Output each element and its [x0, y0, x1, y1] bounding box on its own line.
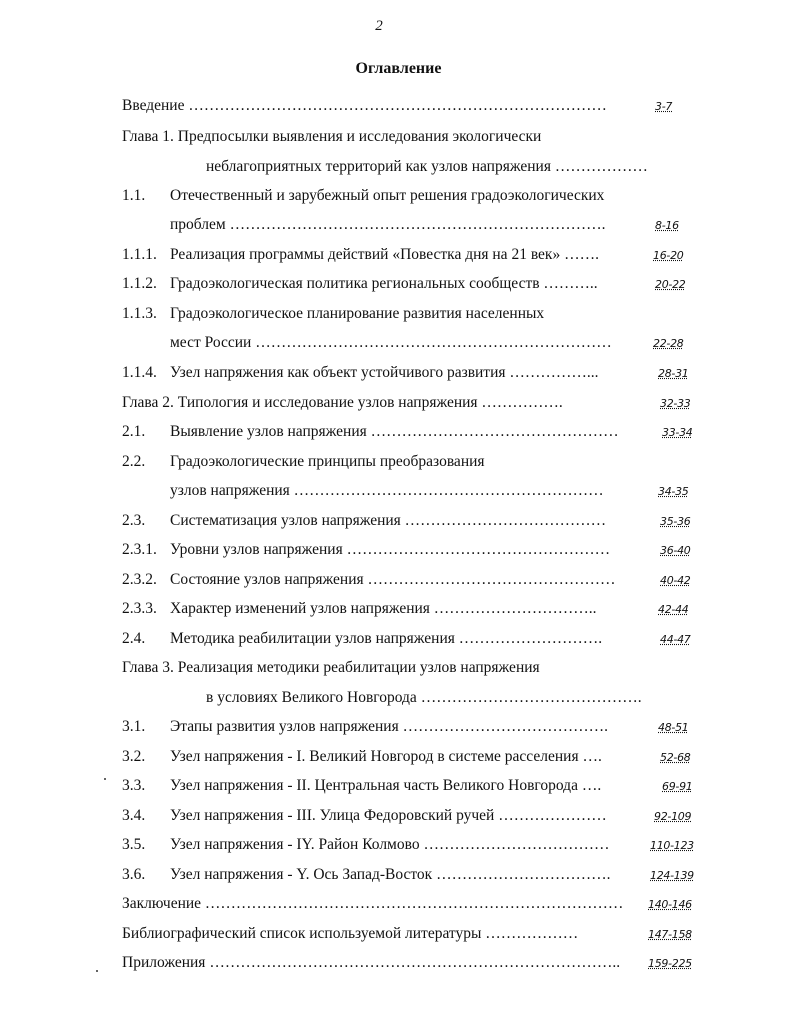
toc-entry-page: 16-20: [653, 249, 684, 262]
toc-entry-page: 52-68: [660, 751, 691, 764]
toc-entry: [0, 746, 797, 768]
toc-entry-page: 147-158: [648, 928, 692, 941]
toc-entry-number: 2.3.3.: [122, 600, 157, 617]
scan-speck: [104, 778, 106, 780]
toc-entry-number: 1.1.2.: [122, 275, 157, 292]
toc-entry: [0, 952, 797, 974]
toc-entry-page: 3-7: [655, 100, 673, 113]
toc-entry-text: Глава 3. Реализация методики реабилитации узлов напряжения: [122, 659, 540, 676]
toc-entry: [0, 805, 797, 827]
toc-entry-text: Градоэкологическое планирование развития населенных: [170, 305, 545, 322]
toc-entry-number: 2.3.2.: [122, 571, 157, 588]
toc-entry-text: Библиографический список используемой литературы ………………: [122, 925, 579, 942]
toc-entry-text: Введение ………………………………………………………………………: [122, 97, 607, 114]
toc-entry-number: 2.1.: [122, 423, 146, 440]
toc-entry-text: Глава 1. Предпосылки выявления и исследования экологически: [122, 128, 542, 145]
toc-entry-text: проблем ……………………………………………………………….: [170, 216, 606, 233]
toc-entry: [0, 392, 797, 414]
toc-entry-text: Узел напряжения - IY. Район Колмово ………………………………: [170, 836, 610, 853]
toc-entry: [0, 273, 797, 295]
toc-entry: [0, 893, 797, 915]
toc-entry-page: 33-34: [662, 426, 693, 439]
toc-entry-page: 124-139: [650, 869, 694, 882]
toc-entry: [0, 539, 797, 561]
toc-entry-text: мест России ……………………………………………………………: [170, 334, 612, 351]
toc-entry: [0, 362, 797, 384]
toc-entry: [0, 421, 797, 443]
toc-entry-number: 2.3.: [122, 512, 146, 529]
toc-entry: [0, 628, 797, 650]
toc-entry-text: Отечественный и зарубежный опыт решения градоэкологических: [170, 187, 605, 204]
toc-entry-text: Уровни узлов напряжения ……………………………………………: [170, 541, 611, 558]
toc-entry: [0, 95, 797, 117]
toc-entry-page: 92-109: [654, 810, 692, 823]
toc-entry: [0, 687, 797, 709]
toc-entry: [0, 864, 797, 886]
toc-entry-text: Систематизация узлов напряжения …………………………………: [170, 512, 607, 529]
toc-entry-page: 44-47: [660, 633, 691, 646]
toc-entry-number: 1.1.3.: [122, 305, 157, 322]
page-number: 2: [375, 18, 383, 34]
toc-entry-number: 3.3.: [122, 777, 146, 794]
toc-entry-text: Методика реабилитации узлов напряжения ……………………….: [170, 630, 603, 647]
toc-entry-text: Реализация программы действий «Повестка дня на 21 век» …….: [170, 246, 599, 263]
toc-entry-text: неблагоприятных территорий как узлов напряжения ………………: [206, 158, 648, 175]
toc-entry-text: Этапы развития узлов напряжения ………………………………….: [170, 718, 608, 735]
toc-entry-page: 34-35: [658, 485, 689, 498]
toc-entry: [0, 657, 797, 679]
toc-entry: [0, 775, 797, 797]
toc-entry: [0, 126, 797, 148]
toc-entry: [0, 332, 797, 354]
toc-entry-page: 40-42: [660, 574, 691, 587]
toc-entry-page: 42-44: [658, 603, 689, 616]
toc-entry: [0, 923, 797, 945]
toc-entry-text: Узел напряжения - I. Великий Новгород в системе расселения ….: [170, 748, 602, 765]
toc-entry-page: 159-225: [648, 957, 692, 970]
toc-entry-number: 2.2.: [122, 453, 146, 470]
toc-entry-page: 69-91: [662, 780, 693, 793]
toc-entry-text: Градоэкологические принципы преобразования: [170, 453, 485, 470]
toc-entry: [0, 156, 797, 178]
toc-entry-text: в условиях Великого Новгорода …………………………………….: [206, 689, 642, 706]
toc-entry-number: 2.4.: [122, 630, 146, 647]
toc-entry: [0, 569, 797, 591]
toc-entry: [0, 598, 797, 620]
toc-entry-text: Узел напряжения - II. Центральная часть Великого Новгорода ….: [170, 777, 602, 794]
toc-entry-number: 1.1.1.: [122, 246, 157, 263]
toc-entry: [0, 480, 797, 502]
toc-entry-number: 2.3.1.: [122, 541, 157, 558]
toc-entry-text: Выявление узлов напряжения …………………………………………: [170, 423, 619, 440]
toc-entry-text: Состояние узлов напряжения …………………………………………: [170, 571, 616, 588]
scan-speck: [96, 970, 98, 972]
toc-entry-page: 110-123: [650, 839, 694, 852]
toc-entry-text: Узел напряжения - Y. Ось Запад-Восток …………………………….: [170, 866, 611, 883]
toc-entry: [0, 185, 797, 207]
toc-entry-text: Глава 2. Типология и исследование узлов напряжения …………….: [122, 394, 563, 411]
toc-entry-number: 3.5.: [122, 836, 146, 853]
toc-entry: [0, 244, 797, 266]
toc-entry-number: 3.4.: [122, 807, 146, 824]
toc-entry-text: Характер изменений узлов напряжения …………………………..: [170, 600, 597, 617]
toc-entry-text: Заключение ………………………………………………………………………: [122, 895, 624, 912]
toc-entry-number: 1.1.4.: [122, 364, 157, 381]
toc-entry-text: Приложения ……………………………………………………………………..: [122, 954, 621, 971]
toc-entry-number: 3.1.: [122, 718, 146, 735]
toc-entry: [0, 451, 797, 473]
toc-entry-page: 20-22: [655, 278, 686, 291]
toc-entry-text: Узел напряжения как объект устойчивого развития ……………...: [170, 364, 599, 381]
toc-entry: [0, 214, 797, 236]
toc-entry: [0, 716, 797, 738]
toc-entry-text: Узел напряжения - III. Улица Федоровский ручей …………………: [170, 807, 607, 824]
toc-entry-page: 8-16: [655, 219, 679, 232]
toc-entry-page: 48-51: [658, 721, 689, 734]
toc-entry-page: 140-146: [648, 898, 692, 911]
toc-entry: [0, 510, 797, 532]
toc-entry-page: 28-31: [658, 367, 689, 380]
toc-entry-number: 1.1.: [122, 187, 146, 204]
toc-entry-number: 3.2.: [122, 748, 146, 765]
toc-entry-page: 35-36: [660, 515, 691, 528]
toc-entry: [0, 834, 797, 856]
toc-entry: [0, 303, 797, 325]
toc-entry-text: Градоэкологическая политика региональных сообществ ………..: [170, 275, 598, 292]
page-title: Оглавление: [355, 60, 442, 77]
toc-entry-page: 22-28: [653, 337, 684, 350]
toc-entry-number: 3.6.: [122, 866, 146, 883]
toc-entry-page: 36-40: [660, 544, 691, 557]
toc-entry-text: узлов напряжения ……………………………………………………: [170, 482, 604, 499]
toc-entry-page: 32-33: [660, 397, 691, 410]
